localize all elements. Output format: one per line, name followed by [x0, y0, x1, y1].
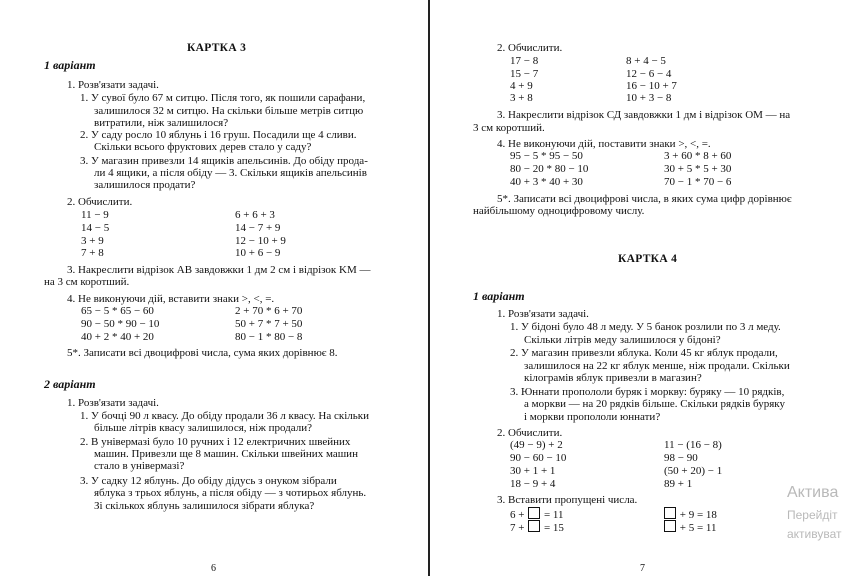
problem-text: ли 4 ящики, а після обіду — 3. Скільки ящиків апельсинів — [94, 167, 367, 179]
problem-text: Зі скількох яблунь залишилося зібрати яблука? — [94, 500, 315, 512]
problem-text: 2. У саду росло 10 яблунь і 16 груш. Посадили ще 4 сливи. — [80, 129, 357, 141]
expression: 11 − 9 — [81, 209, 109, 221]
comparison: 3 + 60 * 8 + 60 — [664, 150, 732, 162]
expression: 12 − 10 + 9 — [235, 235, 286, 247]
equation-suffix: = 11 — [543, 509, 564, 521]
comparison: 80 − 20 * 80 − 10 — [510, 163, 589, 175]
comparison: 40 + 3 * 40 + 30 — [510, 176, 583, 188]
answer-box[interactable] — [528, 507, 540, 519]
comparison: 2 + 70 * 6 + 70 — [235, 305, 303, 317]
problem-text: 2. У магазин привезли яблука. Коли 45 кг яблук продали, — [510, 347, 778, 359]
problem-text: кілограмів яблук привезли в магазин? — [524, 372, 702, 384]
problem-text: стало в універмазі? — [94, 460, 185, 472]
expression: 10 + 3 − 8 — [626, 92, 672, 104]
page-number: 7 — [640, 563, 645, 574]
expression: 14 − 7 + 9 — [235, 222, 281, 234]
equation-prefix: 7 + — [510, 522, 525, 534]
comparison: 95 − 5 * 95 − 50 — [510, 150, 583, 162]
expression: 90 − 60 − 10 — [510, 452, 567, 464]
problem-text: 1. У сувої було 67 м ситцю. Після того, як пошили сарафани, — [80, 92, 366, 104]
variant-1-heading: 1 варіант — [473, 289, 525, 303]
expression: 8 + 4 − 5 — [626, 55, 666, 67]
card-3-title: КАРТКА 3 — [187, 42, 247, 54]
task-3-text: 3. Накреслити відрізок СД завдовжки 1 дм і відрізок ОМ — на — [497, 109, 791, 121]
expression: 18 − 9 + 4 — [510, 478, 556, 490]
page-number: 6 — [211, 563, 216, 574]
task-3-text: 3 см коротший. — [473, 122, 545, 134]
equation-prefix: 6 + — [510, 509, 525, 521]
expression: 30 + 1 + 1 — [510, 465, 556, 477]
problem-text: Скільки всього фруктових дерев стало у саду? — [94, 141, 312, 153]
task-2-heading: 2. Обчислити. — [497, 427, 563, 439]
task-2-heading: 2. Обчислити. — [67, 196, 133, 208]
problem-text: яблука з трьох яблунь, а після обіду — з чотирьох яблунь. — [94, 487, 367, 499]
problem-text: залишилося 32 м ситцю. На скільки більше метрів ситцю — [94, 105, 364, 117]
expression: 7 + 8 — [81, 247, 104, 259]
activation-watermark-text: Перейдіт — [787, 508, 838, 522]
problem-text: залишилося на 22 кг яблук менше, ніж продали. Скільки — [524, 360, 790, 372]
task-1-heading: 1. Розв'язати задачі. — [497, 308, 589, 320]
task-3-heading: 3. Вставити пропущені числа. — [497, 494, 638, 506]
problem-text: 3. Юннати пропололи буряк і моркву: буряку — 10 рядків, — [510, 386, 785, 398]
expression: 6 + 6 + 3 — [235, 209, 275, 221]
task-1-heading: 1. Розв'язати задачі. — [67, 79, 159, 91]
comparison: 65 − 5 * 65 − 60 — [81, 305, 154, 317]
task-2-heading: 2. Обчислити. — [497, 42, 563, 54]
expression: 14 − 5 — [81, 222, 110, 234]
comparison: 30 + 5 * 5 + 30 — [664, 163, 732, 175]
variant-1-heading: 1 варіант — [44, 58, 96, 72]
expression: 4 + 9 — [510, 80, 533, 92]
problem-text: 3. У садку 12 яблунь. До обіду дідусь з онуком зібрали — [80, 475, 337, 487]
task-1-heading: 1. Розв'язати задачі. — [67, 397, 159, 409]
expression: (50 + 20) − 1 — [664, 465, 723, 477]
equation-suffix: = 15 — [543, 522, 564, 534]
equation-suffix: + 5 = 11 — [679, 522, 717, 534]
missing-number-equation — [663, 507, 717, 521]
task-4-heading: 4. Не виконуючи дій, вставити знаки >, <, =. — [67, 293, 275, 305]
problem-text: 3. У магазин привезли 14 ящиків апельсинів. До обіду прода- — [80, 155, 368, 167]
task-5-text: 5*. Записати всі двоцифрові числа, сума яких дорівнює 8. — [67, 347, 338, 359]
expression: 3 + 9 — [81, 235, 104, 247]
comparison: 70 − 1 * 70 − 6 — [664, 176, 732, 188]
card-4-title: КАРТКА 4 — [618, 253, 678, 265]
answer-box[interactable] — [528, 520, 540, 532]
expression: 3 + 8 — [510, 92, 533, 104]
expression: 17 − 8 — [510, 55, 539, 67]
expression: 12 − 6 − 4 — [626, 68, 672, 80]
answer-box[interactable] — [664, 520, 676, 532]
problem-text: машин. Привезли ще 8 машин. Скільки швейних машин — [94, 448, 358, 460]
missing-number-equation — [663, 520, 717, 534]
task-5-text: 5*. Записати всі двоцифрові числа, в яких сума цифр дорівнює — [497, 193, 792, 205]
problem-text: залишилося продати? — [94, 179, 196, 191]
expression: 98 − 90 — [664, 452, 698, 464]
comparison: 80 − 1 * 80 − 8 — [235, 331, 303, 343]
expression: (49 − 9) + 2 — [510, 439, 563, 451]
task-3-text: 3. Накреслити відрізок AB завдовжки 1 дм 2 см і відрізок KM — — [67, 264, 371, 276]
problem-text: 1. У бідоні було 48 л меду. У 5 банок розлили по 3 л меду. — [510, 321, 781, 333]
expression: 15 − 7 — [510, 68, 539, 80]
expression: 11 − (16 − 8) — [664, 439, 722, 451]
answer-box[interactable] — [664, 507, 676, 519]
problem-text: Скільки літрів меду залишилося у бідоні? — [524, 334, 721, 346]
expression: 89 + 1 — [664, 478, 693, 490]
missing-number-equation — [510, 507, 564, 521]
equation-suffix: + 9 = 18 — [679, 509, 717, 521]
problem-text: 1. У бочці 90 л квасу. До обіду продали 36 л квасу. На скільки — [80, 410, 369, 422]
problem-text: більше літрів квасу залишилося, ніж продали? — [94, 422, 312, 434]
activation-watermark-text: активуват — [787, 527, 842, 541]
activation-watermark-title: Актива — [787, 484, 839, 501]
problem-text: а моркви — на 20 рядків більше. Скільки рядків буряку — [524, 398, 785, 410]
problem-text: витратили, ніж залишилося? — [94, 117, 229, 129]
comparison: 40 + 2 * 40 + 20 — [81, 331, 154, 343]
variant-2-heading: 2 варіант — [44, 377, 96, 391]
comparison: 90 − 50 * 90 − 10 — [81, 318, 160, 330]
expression: 10 + 6 − 9 — [235, 247, 281, 259]
comparison: 50 + 7 * 7 + 50 — [235, 318, 303, 330]
problem-text: і моркви пропололи юннати? — [524, 411, 661, 423]
task-5-text: найбільшому одноцифровому числу. — [473, 205, 645, 217]
task-4-heading: 4. Не виконуючи дій, поставити знаки >, <, =. — [497, 138, 711, 150]
missing-number-equation — [510, 520, 564, 534]
task-3-text: на 3 см коротший. — [44, 276, 130, 288]
problem-text: 2. В універмазі було 10 ручних і 12 електричних швейних — [80, 436, 351, 448]
expression: 16 − 10 + 7 — [626, 80, 677, 92]
